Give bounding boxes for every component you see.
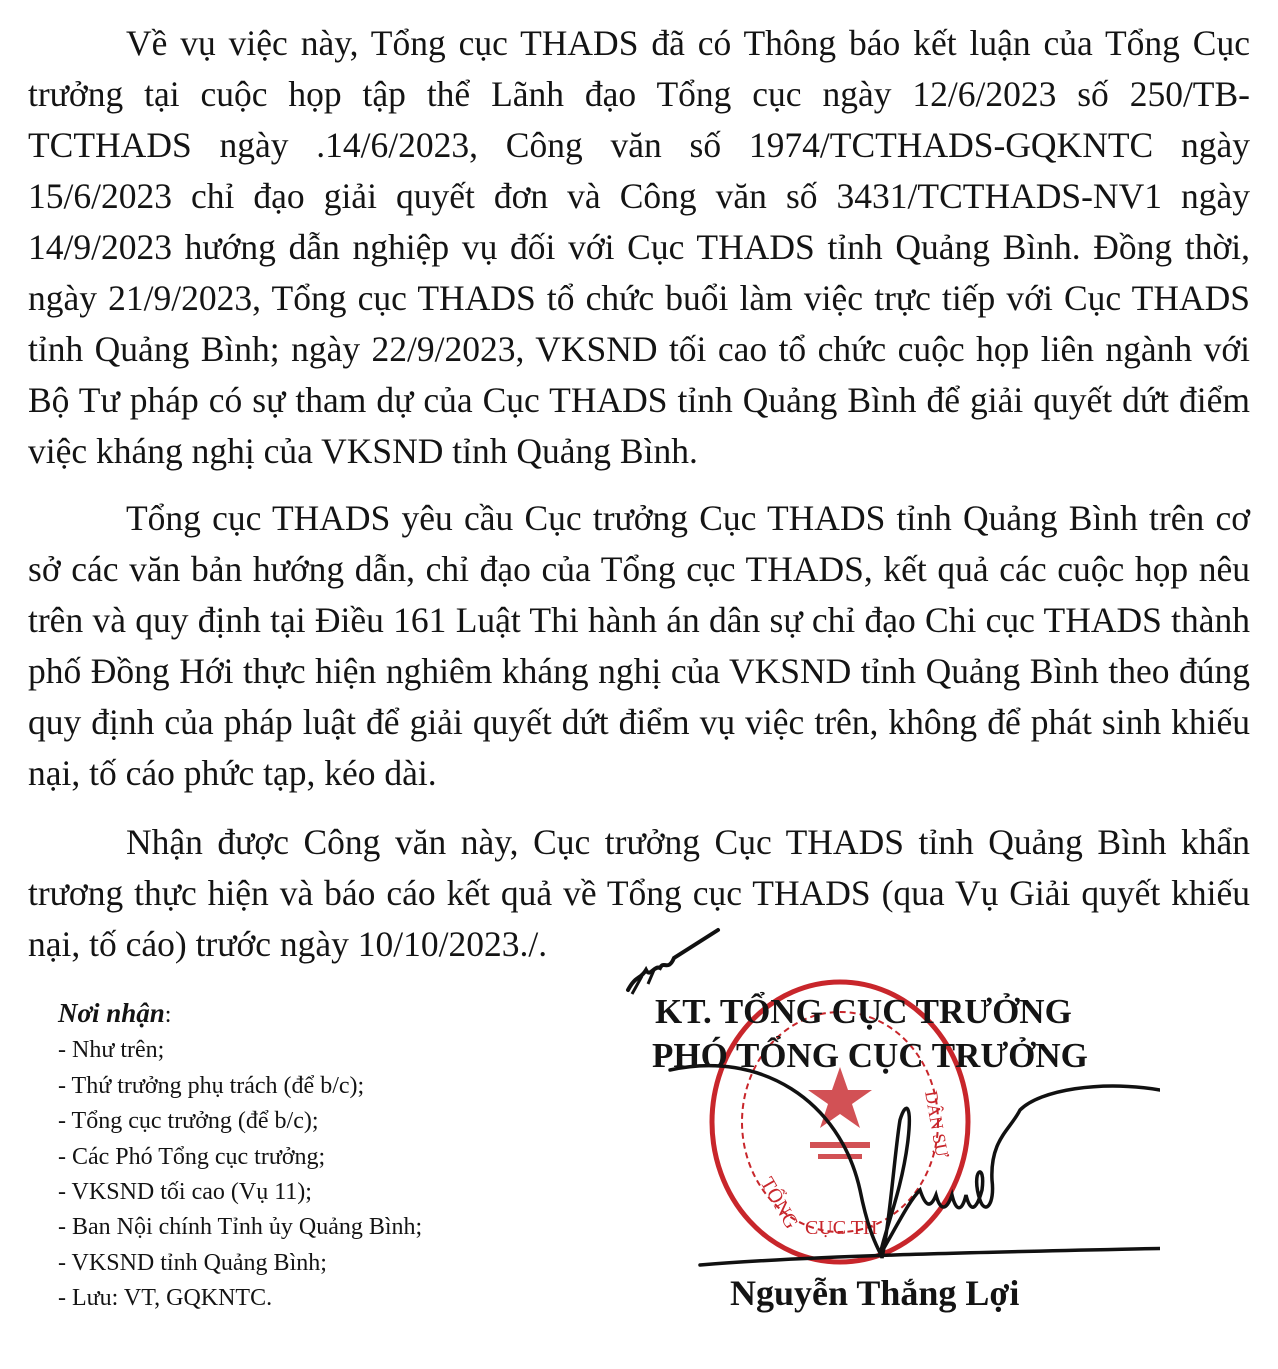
list-item: - Như trên;: [58, 1037, 165, 1064]
signature-title-line2: PHÓ TỔNG CỤC TRƯỞNG: [652, 1036, 1088, 1075]
svg-text:TỔNG: TỔNG: [755, 1173, 803, 1233]
paragraph-3: Nhận được Công văn này, Cục trưởng Cục THADS tỉnh Quảng Bình khẩn trương thực hiện và báo cáo kết quả về Tổng cục THADS (qua Vụ Giải quyết khiếu nại, tố cáo) trước ngày 10/10/2023./.: [28, 822, 1250, 964]
list-item: - Ban Nội chính Tỉnh ủy Quảng Bình;: [58, 1214, 423, 1241]
recipients-title: Nơi nhận: [58, 998, 165, 1028]
list-item: - VKSND tỉnh Quảng Bình;: [58, 1249, 327, 1276]
signer-name: Nguyễn Thắng Lợi: [730, 1273, 1020, 1313]
signature-block: [640, 990, 1160, 1330]
svg-text:CỤC TH: CỤC TH: [805, 1217, 878, 1239]
list-item: - Tổng cục trưởng (để b/c);: [58, 1108, 319, 1135]
paragraph-1: Về vụ việc này, Tổng cục THADS đã có Thông báo kết luận của Tổng Cục trưởng tại cuộc họp tập thể Lãnh đạo Tổng cục ngày 12/6/2023 số 250/TB-TCTHADS ngày .14/6/2023, Công văn số 1974/TCTHADS-GQKNTC ngày 15/6/2023 chỉ đạo giải quyết đơn và Công văn số 3431/TCTHADS-NV1 ngày 14/9/2023 hướng dẫn nghiệp vụ đối với Cục THADS tỉnh Quảng Bình. Đồng thời, ngày 21/9/2023, Tổng cục THADS tổ chức buổi làm việc trực tiếp với Cục THADS tỉnh Quảng Bình; ngày 22/9/2023, VKSND tối cao tổ chức cuộc họp liên ngành với Bộ Tư pháp có sự tham dự của Cục THADS tỉnh Quảng Bình để giải quyết dứt điểm việc kháng nghị của VKSND tỉnh Quảng Bình.: [28, 23, 1250, 471]
handwritten-signature-icon: [640, 990, 1160, 1290]
svg-text:DÂN SỰ: DÂN SỰ: [921, 1089, 953, 1160]
paragraph-2: Tổng cục THADS yêu cầu Cục trưởng Cục THADS tỉnh Quảng Bình trên cơ sở các văn bản hướng dẫn, chỉ đạo của Tổng cục THADS, kết quả các cuộc họp nêu trên và quy định tại Điều 161 Luật Thi hành án dân sự chỉ đạo Chi cục THADS thành phố Đồng Hới thực hiện nghiêm kháng nghị của VKSND tỉnh Quảng Bình theo đúng quy định của pháp luật để giải quyết dứt điểm vụ việc trên, không để phát sinh khiếu nại, tố cáo phức tạp, kéo dài.: [28, 498, 1250, 793]
list-item: - Thứ trưởng phụ trách (để b/c);: [58, 1072, 365, 1099]
list-item: - Lưu: VT, GQKNTC.: [58, 1285, 273, 1312]
list-item: - Các Phó Tổng cục trưởng;: [58, 1143, 326, 1170]
recipients-list: [58, 1033, 422, 1316]
list-item: - VKSND tối cao (Vụ 11);: [58, 1179, 312, 1206]
recipients-block: [58, 996, 422, 1317]
recipients-title-colon: :: [164, 1002, 172, 1028]
signature-title-line1: KT. TỔNG CỤC TRƯỞNG: [655, 992, 1072, 1031]
